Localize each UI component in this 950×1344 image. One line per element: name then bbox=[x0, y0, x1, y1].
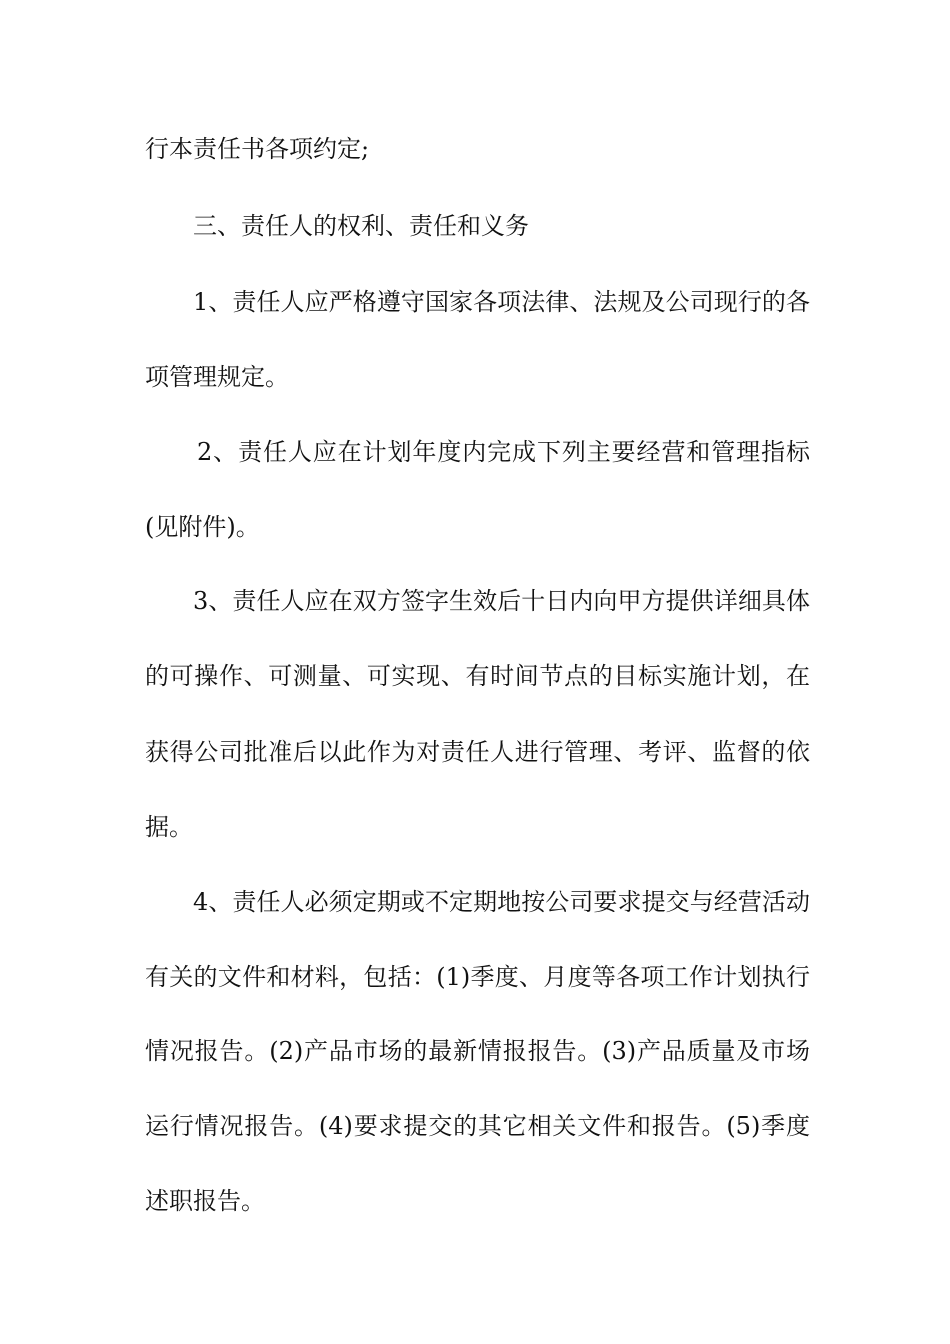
text-line-continuation: 行本责任书各项约定; bbox=[145, 135, 370, 163]
clause-3-line-3: 获得公司批准后以此作为对责任人进行管理、考评、监督的依 bbox=[145, 738, 810, 766]
clause-4-line-4: 运行情况报告。(4)要求提交的其它相关文件和报告。(5)季度 bbox=[145, 1112, 810, 1140]
clause-3-line-1: 3、责任人应在双方签字生效后十日内向甲方提供详细具体 bbox=[193, 587, 810, 615]
clause-4-line-1: 4、责任人必须定期或不定期地按公司要求提交与经营活动 bbox=[193, 888, 810, 916]
clause-3-line-4: 据。 bbox=[145, 813, 193, 841]
clause-4-line-5: 述职报告。 bbox=[145, 1187, 265, 1215]
clause-1-line-1: 1、责任人应严格遵守国家各项法律、法规及公司现行的各 bbox=[193, 288, 810, 316]
clause-3-line-2: 的可操作、可测量、可实现、有时间节点的目标实施计划，在 bbox=[145, 662, 810, 690]
clause-2-line-2: (见附件)。 bbox=[145, 513, 260, 541]
clause-1-line-2: 项管理规定。 bbox=[145, 363, 289, 391]
clause-4-line-3: 情况报告。(2)产品市场的最新情报报告。(3)产品质量及市场 bbox=[145, 1037, 810, 1065]
section-heading: 三、责任人的权利、责任和义务 bbox=[193, 212, 529, 240]
clause-2-line-1: 2、责任人应在计划年度内完成下列主要经营和管理指标 bbox=[197, 438, 810, 466]
clause-4-line-2: 有关的文件和材料，包括：(1)季度、月度等各项工作计划执行 bbox=[145, 963, 810, 991]
